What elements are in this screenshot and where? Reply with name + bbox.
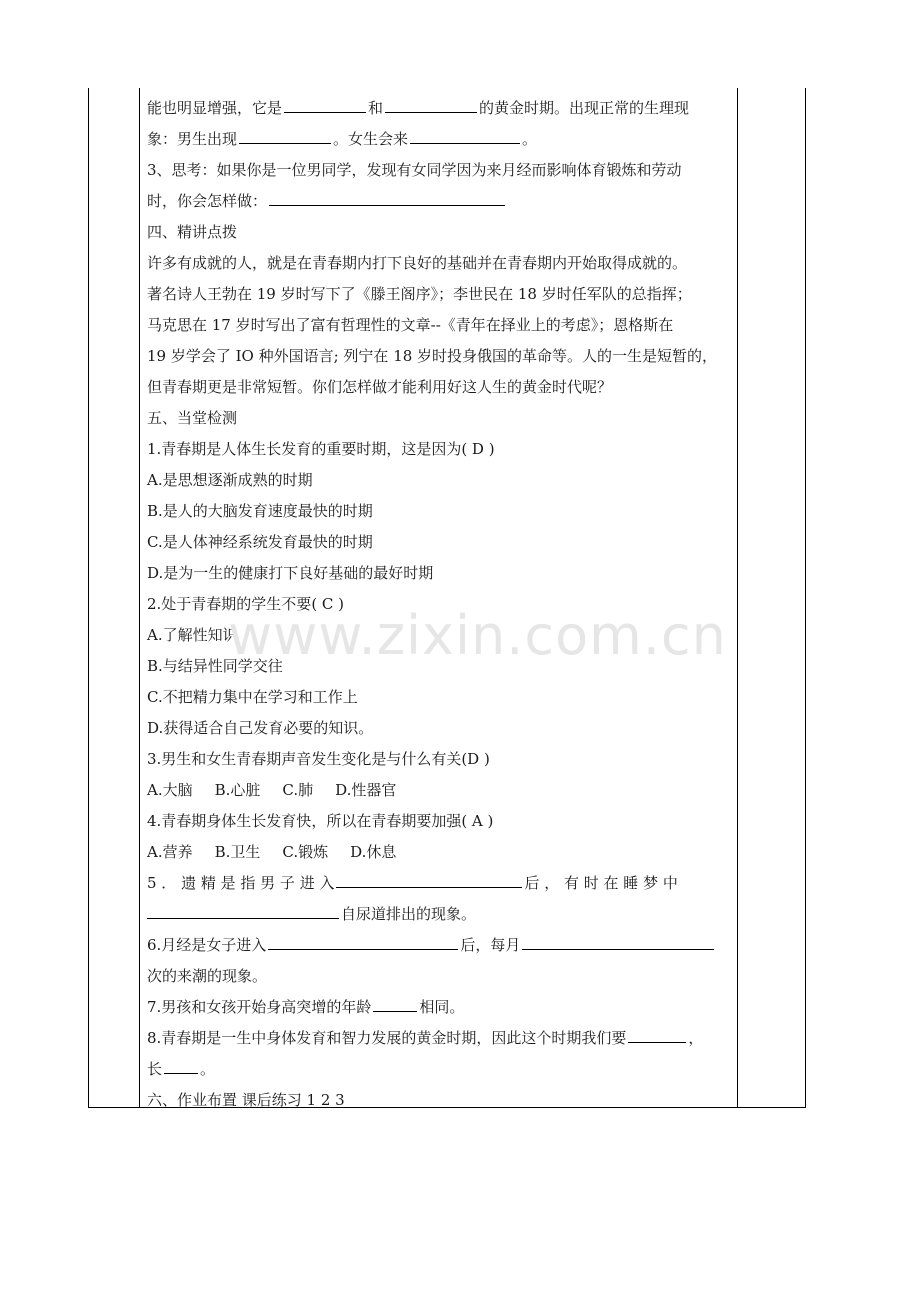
question bbox=[147, 868, 737, 899]
text-line: 但青春期更是非常短暂。你们怎样做才能利用好这人生的黄金时代呢？ bbox=[147, 378, 613, 396]
question-continuation: 次的来潮的现象。 bbox=[147, 967, 268, 985]
option: B.是人的大脑发育速度最快的时期 bbox=[147, 502, 373, 520]
option: D.休息 bbox=[350, 843, 397, 861]
section-heading: 五、当堂检测 bbox=[147, 409, 238, 427]
blank bbox=[410, 125, 520, 144]
question bbox=[147, 930, 737, 961]
text: 象：男生出现 bbox=[147, 130, 238, 148]
blank bbox=[628, 1024, 686, 1043]
option: C.锻炼 bbox=[282, 843, 329, 861]
question bbox=[147, 992, 737, 1023]
column-divider-left bbox=[139, 88, 140, 1107]
option: A.了解性知识 bbox=[147, 626, 238, 644]
text-line: 19 岁学会了 IO 种外国语言; 列宁在 18 岁时投身俄国的革命等。人的一生是短暂的， bbox=[147, 347, 718, 365]
text: 后 ， 有 时 在 睡 梦 中 bbox=[524, 874, 678, 892]
text: 和 bbox=[368, 99, 384, 117]
blank bbox=[239, 125, 331, 144]
text: 8.青春期是一生中身体发育和智力发展的黄金时期，因此这个时期我们要 bbox=[147, 1029, 627, 1047]
blank bbox=[336, 869, 522, 888]
lesson-table bbox=[88, 88, 806, 1108]
option: C.肺 bbox=[282, 781, 314, 799]
option: B.与结异性同学交往 bbox=[147, 657, 283, 675]
option: B.卫生 bbox=[214, 843, 261, 861]
text-line bbox=[147, 93, 737, 124]
blank bbox=[385, 94, 477, 113]
question-continuation bbox=[147, 899, 737, 930]
text: 长 bbox=[147, 1060, 163, 1078]
text: 。 bbox=[200, 1060, 216, 1078]
text: 5 ． 遗 精 是 指 男 子 进 入 bbox=[147, 874, 335, 892]
text: 时，你会怎样做： bbox=[147, 192, 268, 210]
option: A.是思想逐渐成熟的时期 bbox=[147, 471, 313, 489]
text: ， bbox=[688, 1029, 704, 1047]
option: C.是人体神经系统发育最快的时期 bbox=[147, 533, 373, 551]
text: 自尿道排出的现象。 bbox=[341, 905, 477, 923]
text: 6.月经是女子进入 bbox=[147, 936, 267, 954]
text-line: 许多有成就的人，就是在青春期内打下良好的基础并在青春期内开始取得成就的。 bbox=[147, 254, 688, 272]
lesson-content bbox=[147, 93, 737, 1116]
option: B.心脏 bbox=[214, 781, 261, 799]
text: 能也明显增强，它是 bbox=[147, 99, 283, 117]
text: 的黄金时期。出现正常的生理现 bbox=[479, 99, 690, 117]
blank bbox=[284, 94, 366, 113]
blank bbox=[147, 900, 339, 919]
option: C.不把精力集中在学习和工作上 bbox=[147, 688, 358, 706]
text-line: 3、思考：如果你是一位男同学，发现有女同学因为来月经而影响体育锻炼和劳动 bbox=[147, 161, 682, 179]
section-heading: 六、作业布置 课后练习 1 2 3 bbox=[147, 1091, 345, 1109]
blank bbox=[522, 931, 714, 950]
watermark: www.zixin.com.cn bbox=[228, 604, 727, 667]
question: 1.青春期是人体生长发育的重要时期，这是因为( D ) bbox=[147, 440, 495, 458]
blank bbox=[269, 187, 505, 206]
text-line: 马克思在 17 岁时写出了富有哲理性的文章--《青年在择业上的考虑》；恩格斯在 bbox=[147, 316, 674, 334]
text: 。女生会来 bbox=[333, 130, 409, 148]
column-divider-right bbox=[737, 88, 738, 1107]
option: D.性器官 bbox=[335, 781, 397, 799]
option: A.营养 bbox=[147, 843, 193, 861]
text-line bbox=[147, 186, 737, 217]
text: 。 bbox=[522, 130, 538, 148]
question bbox=[147, 1023, 737, 1054]
option: A.大脑 bbox=[147, 781, 193, 799]
text-line: 著名诗人王勃在 19 岁时写下了《滕王阁序》；李世民在 18 岁时任军队的总指挥； bbox=[147, 285, 692, 303]
blank bbox=[164, 1055, 198, 1074]
section-heading: 四、精讲点拨 bbox=[147, 223, 238, 241]
text: 7.男孩和女孩开始身高突增的年龄 bbox=[147, 998, 372, 1016]
text: 后，每月 bbox=[460, 936, 521, 954]
option-row bbox=[147, 837, 737, 868]
option-row bbox=[147, 775, 737, 806]
question: 4.青春期身体生长发育快，所以在青春期要加强( A ) bbox=[147, 812, 494, 830]
option: D.是为一生的健康打下良好基础的最好时期 bbox=[147, 564, 434, 582]
text-line bbox=[147, 124, 737, 155]
question: 2.处于青春期的学生不要( C ) bbox=[147, 595, 345, 613]
question-continuation bbox=[147, 1054, 737, 1085]
blank bbox=[373, 993, 417, 1012]
text: 相同。 bbox=[419, 998, 465, 1016]
blank bbox=[268, 931, 458, 950]
option: D.获得适合自己发育必要的知识。 bbox=[147, 719, 374, 737]
question: 3.男生和女生青春期声音发生变化是与什么有关(D ) bbox=[147, 750, 490, 768]
